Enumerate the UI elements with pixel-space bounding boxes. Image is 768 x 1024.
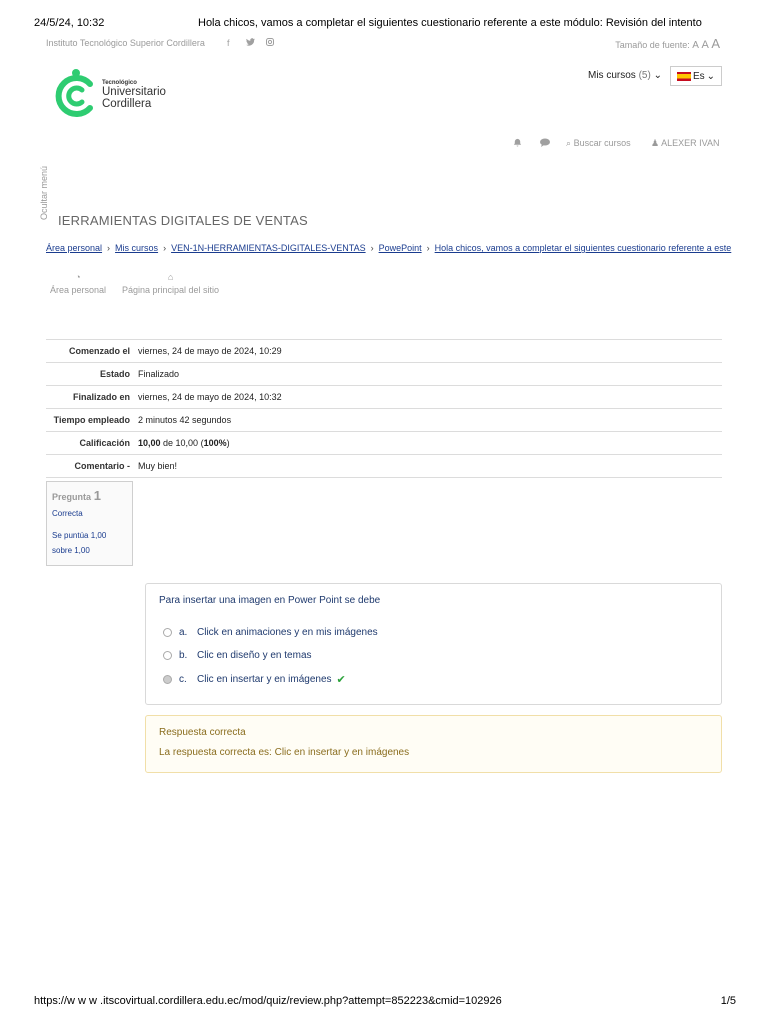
answer-option-b[interactable] [163, 650, 312, 661]
correct-answer-text: La respuesta correcta es: Clic en insertar y en imágenes [159, 747, 410, 758]
question-box [145, 583, 722, 705]
grade-end: ) [226, 438, 230, 448]
mis-cursos-label: Mis cursos [588, 70, 636, 81]
twitter-icon[interactable] [246, 38, 255, 48]
logo-text [102, 80, 166, 110]
bell-icon[interactable] [513, 138, 522, 149]
question-info [46, 481, 133, 566]
checkmark-icon: ✔ [336, 674, 346, 686]
table-row [46, 455, 722, 478]
chevron-right-icon: › [107, 243, 111, 253]
summary-key: Finalizado en [46, 386, 134, 409]
option-text: Clic en insertar y en imágenes [197, 674, 332, 685]
summary-value: 2 minutos 42 segundos [134, 409, 722, 432]
breadcrumb-mis-cursos[interactable]: Mis cursos [115, 243, 159, 253]
breadcrumb-area-personal[interactable]: Área personal [46, 243, 103, 253]
instagram-icon[interactable] [266, 38, 274, 48]
summary-value: Finalizado [134, 363, 722, 386]
feedback-box [145, 715, 722, 773]
table-row [46, 386, 722, 409]
nav-area-personal[interactable] [50, 272, 106, 295]
spain-flag-icon [677, 72, 691, 81]
radio-icon[interactable] [163, 651, 172, 660]
font-size-medium[interactable]: A [701, 39, 709, 51]
option-letter: c. [179, 674, 187, 685]
font-size-small[interactable]: A [692, 40, 699, 51]
logo-line2: Cordillera [102, 98, 152, 111]
summary-key: Estado [46, 363, 134, 386]
hide-menu-toggle[interactable]: Ocultar menú [39, 165, 49, 220]
table-row [46, 340, 722, 363]
print-title: Hola chicos, vamos a completar el siguientes cuestionario referente a este módulo: Revisión del intento [198, 17, 702, 29]
option-letter: b. [179, 650, 188, 661]
course-title: IERRAMIENTAS DIGITALES DE VENTAS [58, 213, 308, 228]
breadcrumb-quiz[interactable]: Hola chicos, vamos a completar el siguientes cuestionario referente a este [434, 243, 732, 253]
nav-site-home[interactable] [122, 272, 219, 295]
question-state: Correcta [52, 509, 83, 518]
logo-line1: Universitario [102, 86, 166, 99]
breadcrumb [46, 243, 736, 253]
table-row [46, 409, 722, 432]
radio-icon[interactable] [163, 628, 172, 637]
summary-value: viernes, 24 de mayo de 2024, 10:29 [134, 340, 722, 363]
option-text: Click en animaciones y en mis imágenes [197, 627, 378, 638]
mis-cursos-menu[interactable] [588, 70, 662, 81]
summary-key: Comentario - [46, 455, 134, 478]
summary-value: viernes, 24 de mayo de 2024, 10:32 [134, 386, 722, 409]
answer-option-a[interactable] [163, 627, 378, 638]
option-letter: a. [179, 627, 188, 638]
summary-grade [134, 432, 722, 455]
answer-option-c[interactable] [163, 673, 346, 686]
user-menu[interactable] [651, 138, 719, 149]
chevron-down-icon: ⌄ [706, 70, 716, 82]
question-score: Se puntúa 1,00 sobre 1,00 [52, 531, 107, 555]
search-courses-link[interactable] [566, 138, 631, 149]
question-text: Para insertar una imagen en Power Point se debe [159, 595, 381, 606]
question-label: Pregunta [52, 492, 92, 502]
institution-name: Instituto Tecnológico Superior Cordillera [46, 38, 205, 48]
print-date: 24/5/24, 10:32 [34, 17, 105, 29]
font-size-label: Tamaño de fuente: [615, 40, 690, 50]
summary-key: Calificación [46, 432, 134, 455]
search-courses-label: Buscar cursos [573, 138, 631, 148]
radio-selected-icon[interactable] [163, 675, 172, 684]
home-icon: ⌂ [167, 272, 174, 282]
chevron-right-icon: › [426, 243, 430, 253]
chevron-down-icon: ⌄ [653, 70, 662, 81]
language-selector[interactable] [670, 66, 722, 86]
chevron-right-icon: › [163, 243, 167, 253]
font-size-large[interactable]: A [711, 36, 720, 51]
print-url: https://w w w .itscovirtual.cordillera.edu.ec/mod/quiz/review.php?attempt=852223&cmid=102926 [34, 995, 502, 1007]
option-text: Clic en diseño y en temas [197, 650, 312, 661]
font-size-control [615, 36, 720, 51]
dashboard-icon: ◔ [75, 272, 81, 282]
language-label: Es [693, 70, 705, 82]
breadcrumb-course[interactable]: VEN-1N-HERRAMIENTAS-DIGITALES-VENTAS [171, 243, 366, 253]
chevron-right-icon: › [370, 243, 374, 253]
nav-site-home-label: Página principal del sitio [122, 285, 220, 295]
nav-area-personal-label: Área personal [50, 285, 107, 295]
logo-small-text: Tecnológico [102, 80, 137, 86]
table-row [46, 363, 722, 386]
summary-value: Muy bien! [134, 455, 722, 478]
mis-cursos-count: (5) [638, 70, 651, 81]
attempt-summary-table [46, 339, 722, 478]
breadcrumb-section[interactable]: PowePoint [378, 243, 422, 253]
search-icon: ⌕ [566, 138, 572, 148]
question-number: 1 [93, 488, 102, 503]
logo-mark-icon [50, 68, 100, 118]
summary-key: Tiempo empleado [46, 409, 134, 432]
table-row [46, 432, 722, 455]
grade-rest: de 10,00 ( [160, 438, 204, 448]
feedback-title: Respuesta correcta [159, 727, 246, 738]
user-name: ALEXER IVAN [661, 138, 720, 148]
user-icon: ♟ [651, 138, 660, 148]
print-page-number: 1/5 [720, 995, 736, 1007]
grade-percent: 100% [203, 438, 227, 448]
facebook-icon[interactable]: f [227, 38, 230, 48]
summary-key: Comenzado el [46, 340, 134, 363]
chat-icon[interactable] [540, 138, 550, 149]
grade-value: 10,00 [138, 438, 161, 448]
